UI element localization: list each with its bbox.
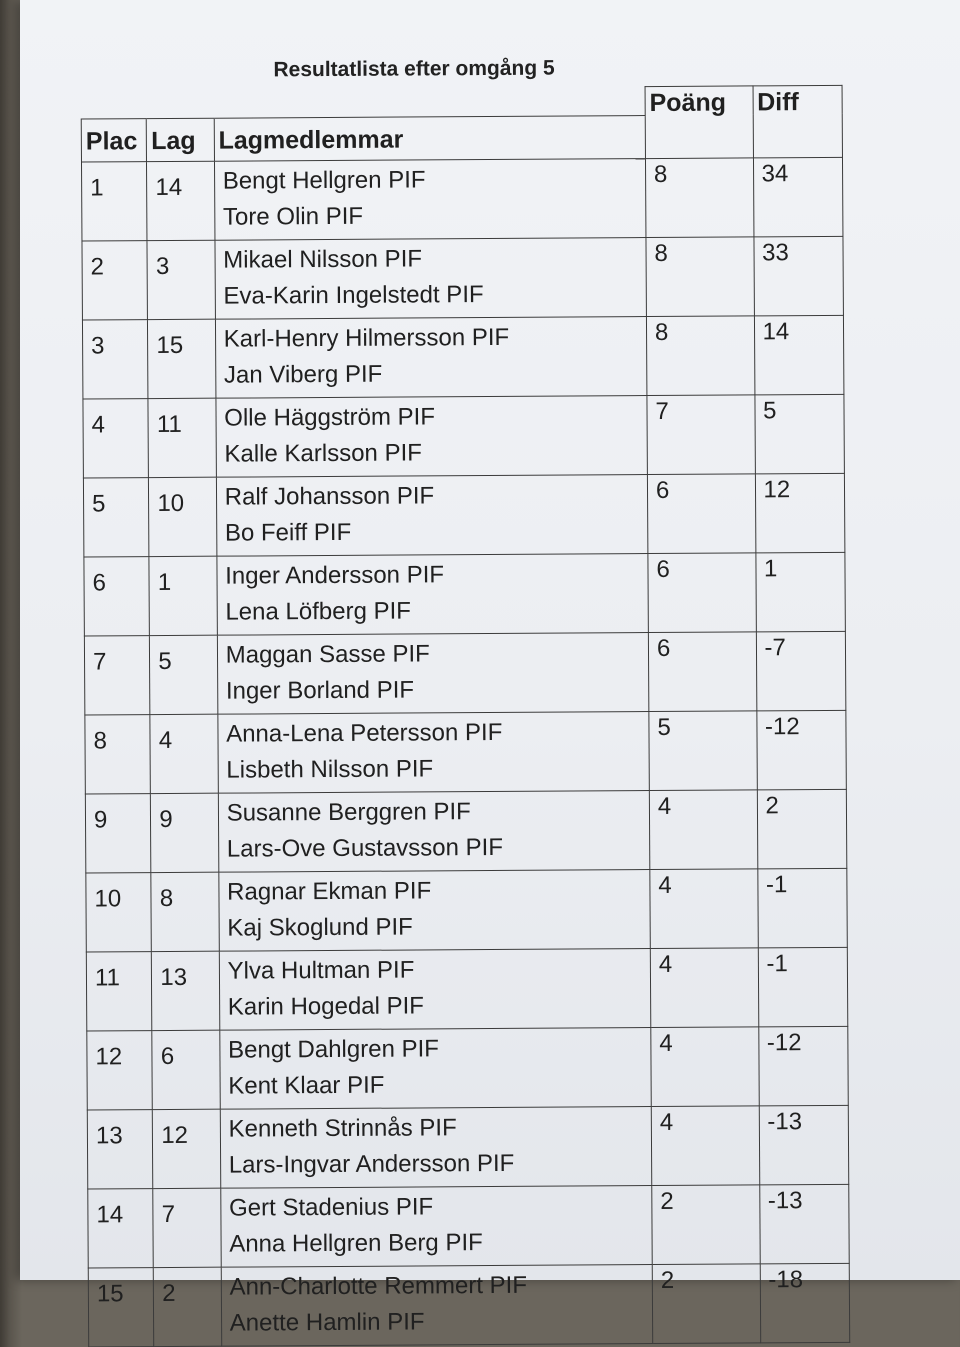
points-cell: 4 xyxy=(651,1026,759,1106)
table-row xyxy=(86,868,847,952)
member-name: Lena Löfberg PIF xyxy=(225,597,411,626)
place-cell: 11 xyxy=(86,951,152,1030)
members-cell xyxy=(219,1027,651,1109)
points-cell: 6 xyxy=(648,631,756,711)
member-name: Karl-Henry Hilmersson PIF xyxy=(223,323,510,353)
member-name: Bo Feiff PIF xyxy=(224,518,352,547)
members-cell xyxy=(216,474,648,556)
column-header-diff: Diff xyxy=(753,85,843,157)
team-cell: 11 xyxy=(148,398,216,477)
member-name: Inger Borland PIF xyxy=(225,675,415,705)
place-cell: 5 xyxy=(83,477,149,556)
team-cell: 7 xyxy=(153,1188,221,1267)
table-row xyxy=(83,473,844,557)
member-name: Anna Hellgren Berg PIF xyxy=(229,1228,483,1258)
points-cell: 4 xyxy=(649,789,757,869)
diff-cell: 1 xyxy=(755,552,845,632)
points-cell: 5 xyxy=(649,710,757,790)
table-row xyxy=(88,1184,849,1268)
place-cell: 6 xyxy=(84,556,150,635)
members-cell xyxy=(219,869,651,951)
column-header-plac: Plac xyxy=(81,118,147,161)
place-cell: 10 xyxy=(86,872,152,951)
member-name: Anna-Lena Petersson PIF xyxy=(226,718,503,748)
member-name: Mikael Nilsson PIF xyxy=(223,244,423,274)
member-name: Anette Hamlin PIF xyxy=(229,1307,425,1337)
member-name: Ralf Johansson PIF xyxy=(224,481,435,511)
member-name: Eva-Karin Ingelstedt PIF xyxy=(223,280,484,310)
diff-cell: 34 xyxy=(753,157,843,237)
member-name: Ragnar Ekman PIF xyxy=(227,876,432,906)
member-name: Lisbeth Nilsson PIF xyxy=(226,754,434,784)
member-name: Kent Klaar PIF xyxy=(228,1071,385,1100)
place-cell: 15 xyxy=(88,1267,154,1346)
member-name: Maggan Sasse PIF xyxy=(225,639,430,669)
diff-cell: -13 xyxy=(759,1184,849,1264)
table-row xyxy=(83,394,844,478)
member-name: Kalle Karlsson PIF xyxy=(224,438,422,468)
team-cell: 5 xyxy=(150,635,218,714)
member-name: Lars-Ove Gustavsson PIF xyxy=(226,833,504,863)
table-row xyxy=(85,789,846,873)
points-cell: 6 xyxy=(648,552,756,632)
points-cell: 6 xyxy=(647,473,755,553)
table-row xyxy=(87,1026,848,1110)
member-name: Karin Hogedal PIF xyxy=(227,991,425,1021)
member-name: Ylva Hultman PIF xyxy=(227,955,415,985)
table-row xyxy=(87,1105,848,1189)
members-cell xyxy=(220,1106,652,1188)
table-row xyxy=(81,157,842,241)
members-cell xyxy=(215,316,647,398)
member-name: Bengt Dahlgren PIF xyxy=(228,1034,439,1064)
members-cell xyxy=(217,632,649,714)
results-table xyxy=(81,85,851,1347)
place-cell: 12 xyxy=(87,1030,153,1109)
place-cell: 14 xyxy=(88,1188,154,1267)
diff-cell: -13 xyxy=(759,1105,849,1185)
members-cell xyxy=(216,395,648,477)
diff-cell: 2 xyxy=(757,789,847,869)
team-cell: 12 xyxy=(153,1109,221,1188)
points-cell: 8 xyxy=(645,157,753,237)
members-cell xyxy=(219,948,651,1030)
member-name: Jan Viberg PIF xyxy=(223,360,383,389)
results-body xyxy=(81,157,849,1347)
place-cell: 9 xyxy=(85,793,151,872)
diff-cell: 14 xyxy=(754,315,844,395)
members-cell xyxy=(214,158,646,240)
place-cell: 1 xyxy=(81,161,147,240)
team-cell: 4 xyxy=(150,714,218,793)
member-name: Kenneth Strinnås PIF xyxy=(228,1113,457,1143)
diff-cell: -12 xyxy=(756,710,846,790)
diff-cell: -12 xyxy=(758,1026,848,1106)
place-cell: 3 xyxy=(82,319,148,398)
table-row xyxy=(82,315,843,399)
members-cell xyxy=(217,553,649,635)
table-row xyxy=(82,236,843,320)
team-cell: 14 xyxy=(147,161,215,240)
column-header-lag: Lag xyxy=(147,118,215,161)
points-cell: 2 xyxy=(652,1184,760,1264)
member-name: Gert Stadenius PIF xyxy=(228,1192,434,1222)
document-title: Resultatlista efter omgång 5 xyxy=(273,56,555,82)
team-cell: 9 xyxy=(151,793,219,872)
column-header-members: Lagmedlemmar xyxy=(214,115,646,161)
team-cell: 1 xyxy=(149,556,217,635)
points-cell: 8 xyxy=(646,236,754,316)
table-row xyxy=(84,631,845,715)
points-cell: 4 xyxy=(651,1105,759,1185)
diff-cell: 33 xyxy=(753,236,843,316)
place-cell: 2 xyxy=(82,240,148,319)
members-cell xyxy=(218,711,650,793)
member-name: Inger Andersson PIF xyxy=(225,560,445,590)
diff-cell: -7 xyxy=(756,631,846,711)
member-name: Bengt Hellgren PIF xyxy=(222,165,426,195)
header-row-top xyxy=(81,85,842,118)
place-cell: 4 xyxy=(83,398,149,477)
table-row xyxy=(84,552,845,636)
member-name: Olle Häggström PIF xyxy=(224,402,436,432)
member-name: Susanne Berggren PIF xyxy=(226,797,471,827)
team-cell: 13 xyxy=(152,951,220,1030)
members-cell xyxy=(220,1185,652,1267)
team-cell: 10 xyxy=(149,477,217,556)
diff-cell: -1 xyxy=(758,947,848,1027)
points-cell: 4 xyxy=(650,947,758,1027)
member-name: Kaj Skoglund PIF xyxy=(227,912,413,942)
diff-cell: -18 xyxy=(760,1263,850,1343)
members-cell xyxy=(218,790,650,872)
place-cell: 7 xyxy=(84,635,150,714)
points-cell: 4 xyxy=(650,868,758,948)
diff-cell: 5 xyxy=(754,394,844,474)
team-cell: 6 xyxy=(152,1030,220,1109)
member-name: Tore Olin PIF xyxy=(222,202,364,231)
members-cell xyxy=(215,237,647,319)
team-cell: 8 xyxy=(151,872,219,951)
member-name: Ann-Charlotte Remmert PIF xyxy=(229,1271,528,1301)
place-cell: 13 xyxy=(87,1109,153,1188)
table-row xyxy=(88,1263,849,1347)
table-row xyxy=(85,710,846,794)
diff-cell: -1 xyxy=(757,868,847,948)
team-cell: 15 xyxy=(148,319,216,398)
member-name: Lars-Ingvar Andersson PIF xyxy=(228,1149,515,1179)
members-cell xyxy=(221,1264,653,1346)
team-cell: 3 xyxy=(147,240,215,319)
team-cell: 2 xyxy=(154,1267,222,1346)
place-cell: 8 xyxy=(85,714,151,793)
column-header-points: Poäng xyxy=(645,86,753,158)
points-cell: 8 xyxy=(646,315,754,395)
points-cell: 7 xyxy=(647,394,755,474)
points-cell: 2 xyxy=(652,1263,760,1343)
table-row xyxy=(86,947,847,1031)
diff-cell: 12 xyxy=(755,473,845,553)
